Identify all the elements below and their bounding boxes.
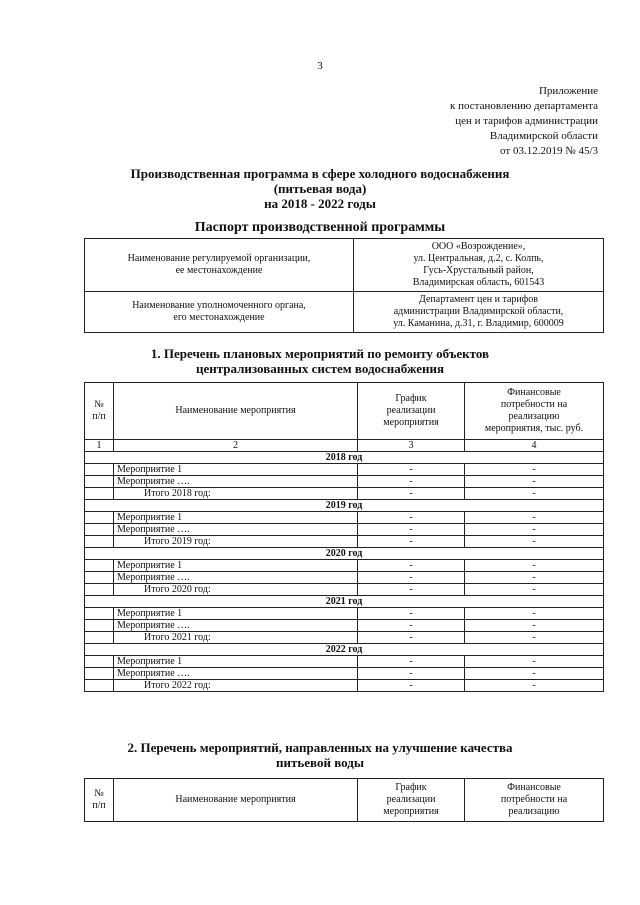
row-num — [85, 476, 114, 488]
column-numbers-row — [85, 440, 604, 452]
passport-table — [84, 238, 604, 333]
table-row — [85, 656, 604, 668]
row-num — [85, 572, 114, 584]
schedule-value: - — [358, 632, 465, 644]
schedule-value: - — [358, 584, 465, 596]
passport-value — [354, 239, 604, 292]
row-num — [85, 488, 114, 500]
table-row — [85, 292, 604, 333]
page-number: 3 — [317, 60, 323, 72]
header-line: Финансовые — [507, 387, 561, 398]
table-row — [85, 608, 604, 620]
appendix-line: от 03.12.2019 № 45/3 — [500, 145, 598, 157]
schedule-value: - — [358, 572, 465, 584]
header-line: № — [94, 788, 104, 799]
finance-value: - — [465, 524, 604, 536]
header-row — [85, 779, 604, 822]
value-line: Владимирская область, 601543 — [412, 277, 545, 288]
row-num — [85, 512, 114, 524]
year-label: 2019 год — [85, 500, 604, 512]
year-row — [85, 452, 604, 464]
measure-name: Мероприятие 1 — [114, 464, 358, 476]
col-number: 3 — [358, 440, 465, 452]
value-line: ул. Каманина, д.31, г. Владимир, 600009 — [393, 318, 564, 329]
measure-name: Мероприятие …. — [114, 668, 358, 680]
value-line: администрации Владимирской области, — [393, 306, 564, 317]
passport-value — [354, 292, 604, 333]
year-row — [85, 500, 604, 512]
header-line: реализацию — [508, 411, 560, 422]
row-num — [85, 584, 114, 596]
schedule-value: - — [358, 536, 465, 548]
col-number: 4 — [465, 440, 604, 452]
finance-value: - — [465, 512, 604, 524]
measure-name: Мероприятие …. — [114, 572, 358, 584]
years-body — [85, 452, 604, 692]
schedule-value: - — [358, 608, 465, 620]
header-line: потребности на — [500, 399, 568, 410]
table-row — [85, 464, 604, 476]
schedule-value: - — [358, 620, 465, 632]
schedule-value: - — [358, 680, 465, 692]
year-label: 2020 год — [85, 548, 604, 560]
row-num — [85, 608, 114, 620]
passport-title: Паспорт производственной программы — [194, 220, 446, 235]
quality-measures-table — [84, 778, 604, 822]
header-finance — [465, 779, 604, 822]
schedule-value: - — [358, 560, 465, 572]
title-line: на 2018 - 2022 годы — [264, 196, 376, 211]
schedule-value: - — [358, 464, 465, 476]
schedule-value: - — [358, 668, 465, 680]
repair-measures-table — [84, 382, 604, 692]
title-line: централизованных систем водоснабжения — [195, 361, 445, 376]
header-schedule — [358, 779, 465, 822]
label-line: ее местонахождение — [175, 265, 263, 276]
measure-name: Мероприятие 1 — [114, 560, 358, 572]
header-line: реализацию — [508, 806, 560, 817]
header-num — [85, 779, 114, 822]
section1-title — [0, 346, 640, 376]
row-num — [85, 464, 114, 476]
finance-value: - — [465, 536, 604, 548]
table-row — [85, 560, 604, 572]
section2-title — [0, 740, 640, 770]
table-row — [85, 536, 604, 548]
measure-name: Итого 2020 год: — [114, 584, 358, 596]
header-line: потребности на — [500, 794, 568, 805]
value-line: Гусь-Хрустальный район, — [423, 265, 534, 276]
row-num — [85, 620, 114, 632]
schedule-value: - — [358, 488, 465, 500]
year-row — [85, 596, 604, 608]
col-number: 2 — [114, 440, 358, 452]
finance-value: - — [465, 632, 604, 644]
title-line: 1. Перечень плановых мероприятий по ремонту объектов — [150, 346, 490, 361]
header-num — [85, 383, 114, 440]
finance-value: - — [465, 620, 604, 632]
row-num — [85, 632, 114, 644]
table-row — [85, 584, 604, 596]
measure-name: Итого 2021 год: — [114, 632, 358, 644]
col-number: 1 — [85, 440, 114, 452]
row-num — [85, 656, 114, 668]
table-row — [85, 668, 604, 680]
header-line: реализации — [386, 794, 436, 805]
header-line: реализации — [386, 405, 436, 416]
table-row — [85, 488, 604, 500]
row-num — [85, 560, 114, 572]
header-name: Наименование мероприятия — [114, 383, 358, 440]
header-line: мероприятия — [383, 806, 439, 817]
table-row — [85, 524, 604, 536]
year-label: 2021 год — [85, 596, 604, 608]
measure-name: Мероприятие …. — [114, 620, 358, 632]
table-row — [85, 572, 604, 584]
title-line: 2. Перечень мероприятий, направленных на улучшение качества — [127, 740, 513, 755]
finance-value: - — [465, 584, 604, 596]
row-num — [85, 680, 114, 692]
header-line: мероприятия, тыс. руб. — [484, 423, 584, 434]
year-row — [85, 548, 604, 560]
finance-value: - — [465, 668, 604, 680]
finance-value: - — [465, 680, 604, 692]
passport-label — [85, 239, 354, 292]
schedule-value: - — [358, 512, 465, 524]
table-row — [85, 512, 604, 524]
value-line: Департамент цен и тарифов — [419, 294, 538, 305]
year-label: 2022 год — [85, 644, 604, 656]
measure-name: Мероприятие 1 — [114, 656, 358, 668]
header-line: мероприятия — [383, 417, 439, 428]
measure-name: Итого 2022 год: — [114, 680, 358, 692]
finance-value: - — [465, 608, 604, 620]
appendix-line: Приложение — [538, 85, 598, 97]
appendix-line: Владимирской области — [489, 130, 598, 142]
header-line: п/п — [92, 411, 106, 422]
finance-value: - — [465, 656, 604, 668]
measure-name: Мероприятие …. — [114, 476, 358, 488]
header-line: График — [395, 782, 427, 793]
header-finance — [465, 383, 604, 440]
label-line: Наименование уполномоченного органа, — [132, 300, 306, 311]
header-line: № — [94, 399, 104, 410]
schedule-value: - — [358, 524, 465, 536]
label-line: Наименование регулируемой организации, — [127, 253, 311, 264]
row-num — [85, 668, 114, 680]
label-line: его местонахождение — [173, 312, 265, 323]
header-line: Финансовые — [507, 782, 561, 793]
table-row — [85, 620, 604, 632]
finance-value: - — [465, 572, 604, 584]
header-line: График — [395, 393, 427, 404]
table-row — [85, 476, 604, 488]
year-label: 2018 год — [85, 452, 604, 464]
table-row — [85, 680, 604, 692]
schedule-value: - — [358, 476, 465, 488]
value-line: ООО «Возрождение», — [431, 241, 526, 252]
title-line: (питьевая вода) — [273, 181, 367, 196]
measure-name: Мероприятие …. — [114, 524, 358, 536]
value-line: ул. Центральная, д.2, с. Колпь, — [413, 253, 544, 264]
row-num — [85, 524, 114, 536]
appendix-line: к постановлению департамента — [450, 100, 598, 112]
measure-name: Итого 2019 год: — [114, 536, 358, 548]
title-line: Производственная программа в сфере холодного водоснабжения — [130, 166, 510, 181]
passport-label — [85, 292, 354, 333]
appendix-block — [450, 84, 598, 159]
measure-name: Мероприятие 1 — [114, 512, 358, 524]
document-title — [0, 166, 640, 211]
measure-name: Мероприятие 1 — [114, 608, 358, 620]
header-line: п/п — [92, 800, 106, 811]
finance-value: - — [465, 476, 604, 488]
header-row — [85, 383, 604, 440]
header-name: Наименование мероприятия — [114, 779, 358, 822]
table-row — [85, 632, 604, 644]
finance-value: - — [465, 464, 604, 476]
schedule-value: - — [358, 656, 465, 668]
table-row — [85, 239, 604, 292]
appendix-line: цен и тарифов администрации — [455, 115, 598, 127]
finance-value: - — [465, 488, 604, 500]
header-schedule — [358, 383, 465, 440]
finance-value: - — [465, 560, 604, 572]
title-line: питьевой воды — [276, 755, 364, 770]
measure-name: Итого 2018 год: — [114, 488, 358, 500]
year-row — [85, 644, 604, 656]
row-num — [85, 536, 114, 548]
